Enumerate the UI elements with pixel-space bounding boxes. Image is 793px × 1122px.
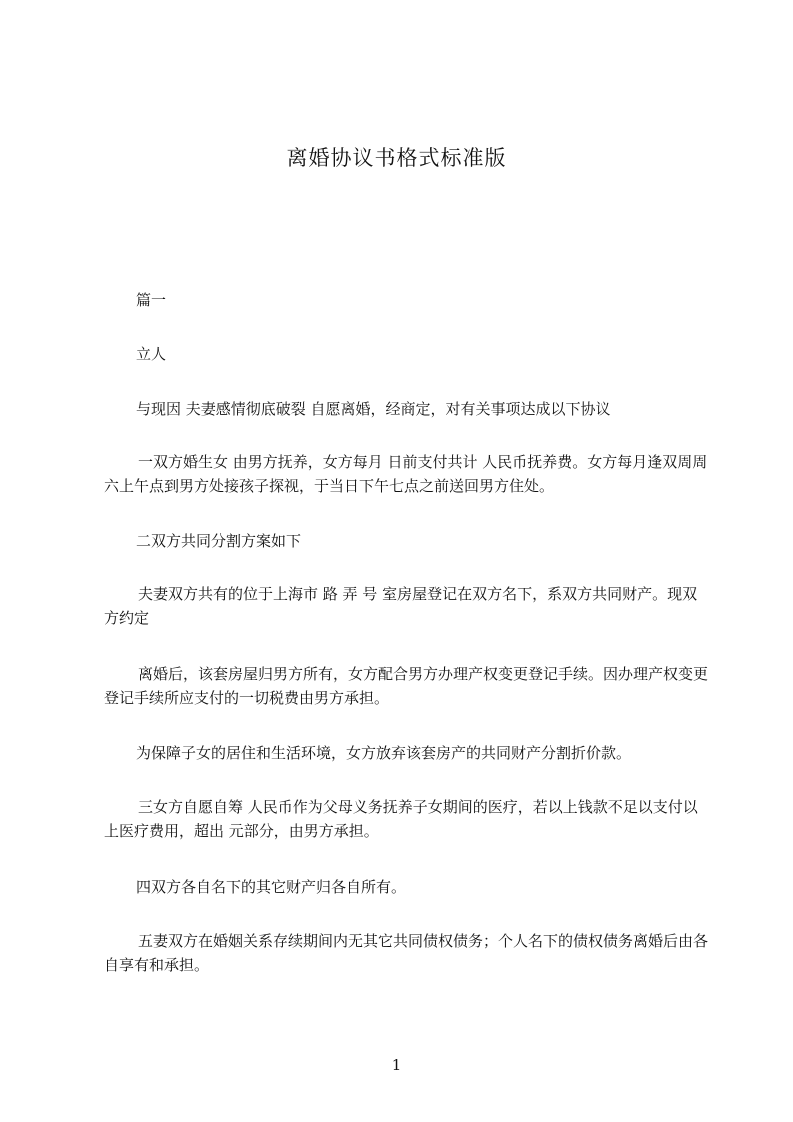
paragraph: 离婚后，该套房屋归男方所有，女方配合男方办理产权变更登记手续。因办理产权变更登记手续所应支付的一切税费由男方承担。 [104, 665, 709, 707]
paragraph: 五妻双方在婚姻关系存续期间内无其它共同债权债务；个人名下的债权债务离婚后由各自享有和承担。 [104, 932, 709, 974]
paragraph: 立人 [136, 345, 167, 363]
paragraph: 四双方各自名下的其它财产归各自所有。 [136, 878, 407, 896]
paragraph: 夫妻双方共有的位于上海市 路 弄 号 室房屋登记在双方名下，系双方共同财产。现双方约定 [104, 585, 698, 627]
paragraph: 一双方婚生女 由男方抚养，女方每月 日前支付共计 人民币抚养费。女方每月逢双周周六上午点到男方处接孩子探视，于当日下午七点之前送回男方住处。 [104, 453, 708, 495]
page-number: 1 [391, 1056, 402, 1074]
paragraph: 为保障子女的居住和生活环境，女方放弃该套房产的共同财产分割折价款。 [136, 744, 632, 762]
section-heading: 篇一 [136, 291, 167, 309]
document-title: 离婚协议书格式标准版 [286, 146, 507, 170]
paragraph: 与现因 夫妻感情彻底破裂 自愿离婚，经商定，对有关事项达成以下协议 [136, 400, 611, 418]
paragraph: 三女方自愿自筹 人民币作为父母义务抚养子女期间的医疗，若以上钱款不足以支付以上医疗费用，超出 元部分，由男方承担。 [104, 798, 698, 840]
paragraph: 二双方共同分割方案如下 [136, 532, 302, 550]
